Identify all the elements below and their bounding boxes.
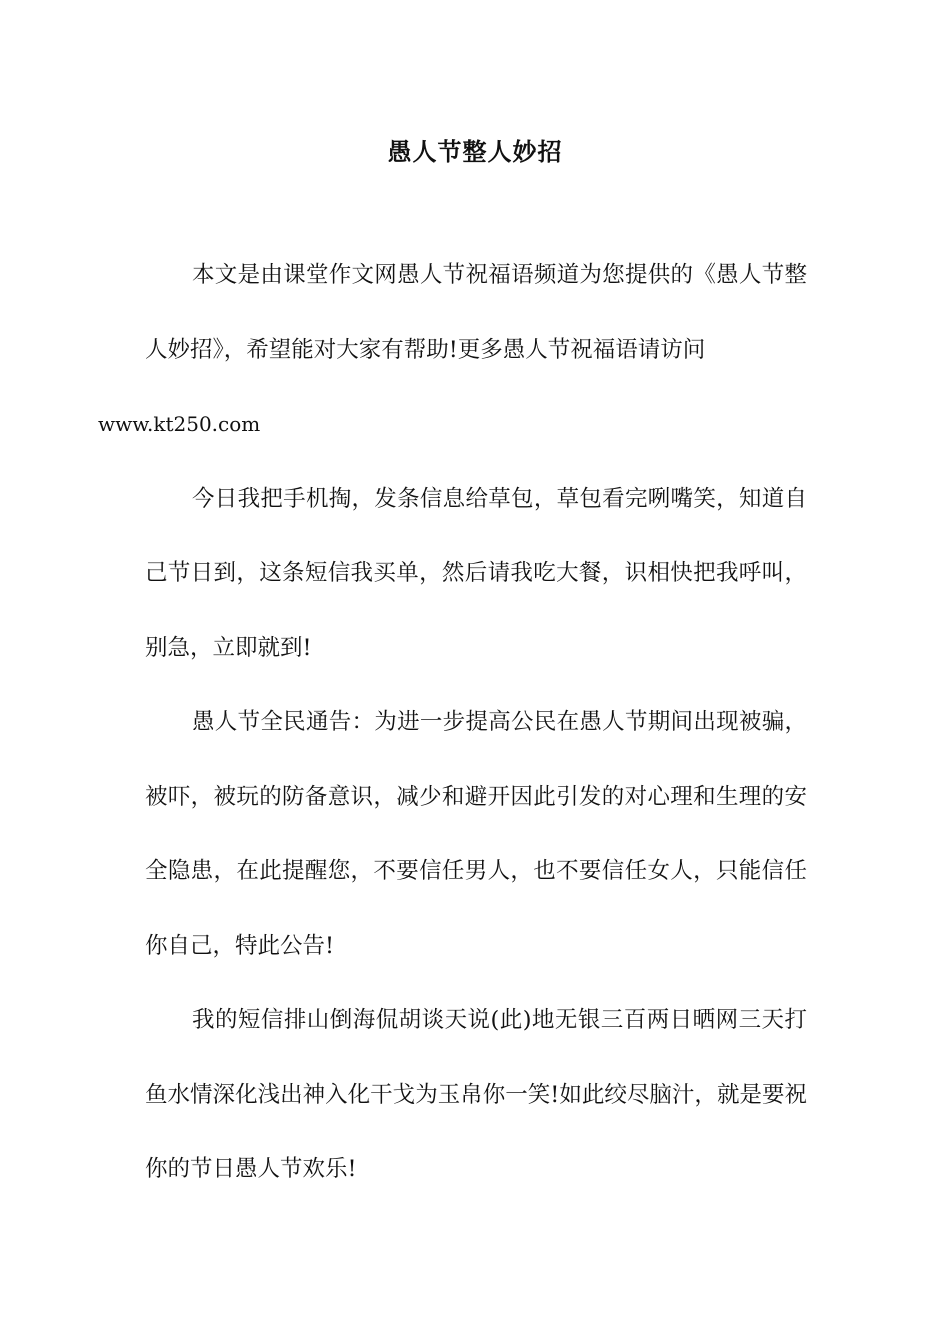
document-body [98, 238, 807, 1207]
paragraph-sms-1: 今日我把手机掏，发条信息给草包，草包看完咧嘴笑，知道自己节日到，这条短信我买单，然后请我吃大餐，识相快把我呼叫，别急，立即就到! [145, 485, 807, 661]
paragraph-intro [98, 238, 807, 462]
paragraph-sms-2: 愚人节全民通告：为进一步提高公民在愚人节期间出现被骗，被吓，被玩的防备意识，减少和避开因此引发的对心理和生理的安全隐患，在此提醒您，不要信任男人，也不要信任女人，只能信任你自己，特此公告! [145, 709, 807, 959]
intro-url: www.kt250.com [98, 412, 261, 436]
document-title: 愚人节整人妙招 [387, 137, 563, 166]
paragraph-intro-text: 本文是由课堂作文网愚人节祝福语频道为您提供的《愚人节整人妙招》，希望能对大家有帮助!更多愚人节祝福语请访问 [145, 262, 807, 363]
paragraph-sms-3: 我的短信排山倒海侃胡谈天说(此)地无银三百两日晒网三天打鱼水情深化浅出神入化干戈为玉帛你一笑!如此绞尽脑汁，就是要祝你的节日愚人节欢乐! [145, 1007, 807, 1182]
